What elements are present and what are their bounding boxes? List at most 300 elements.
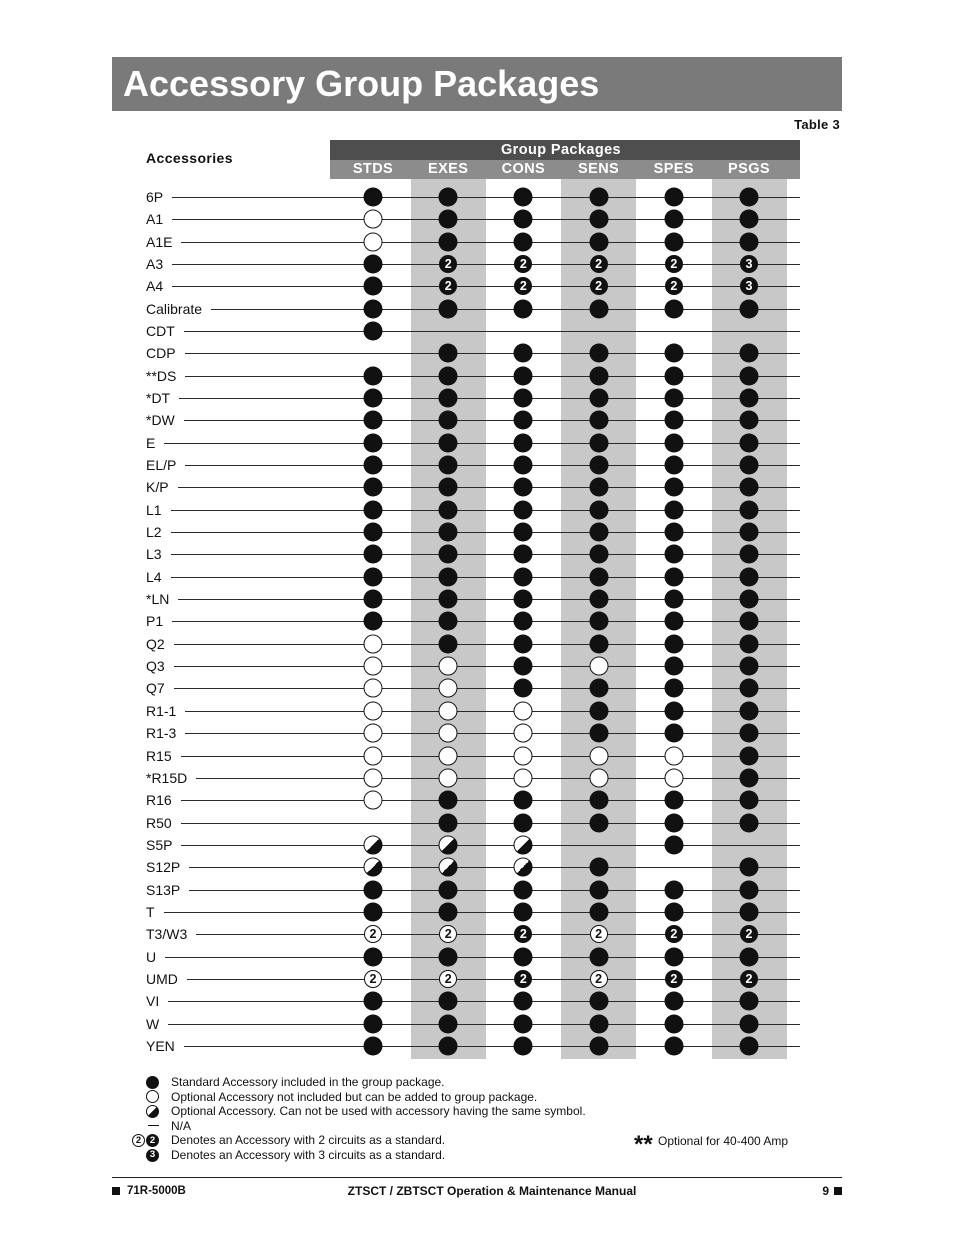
filled-circle-icon: [664, 634, 683, 653]
open-circle-icon: [364, 679, 383, 698]
filled-circle-icon: [364, 523, 383, 542]
filled-circle-icon: [514, 523, 533, 542]
accessory-label: T: [146, 903, 155, 920]
filled-circle-icon: [664, 232, 683, 251]
table-row: [146, 275, 800, 297]
accessory-label: Q2: [146, 635, 165, 652]
numbered-outline-circle-icon: 2: [590, 925, 608, 943]
accessory-label: T3/W3: [146, 926, 188, 943]
filled-circle-icon: [514, 456, 533, 475]
filled-circle-icon: [589, 813, 608, 832]
table-row: [146, 387, 800, 409]
filled-circle-icon: [740, 478, 759, 497]
filled-circle-icon: [364, 567, 383, 586]
leader-line: [211, 309, 800, 310]
group-header-bar: [330, 140, 800, 160]
leader-line: [172, 264, 800, 265]
filled-circle-icon: [439, 500, 458, 519]
filled-circle-icon: [664, 411, 683, 430]
filled-circle-icon: [589, 299, 608, 318]
filled-circle-icon: [740, 791, 759, 810]
open-circle-icon: [364, 768, 383, 787]
legend-text: Optional Accessory. Can not be used with accessory having the same symbol.: [171, 1104, 586, 1119]
filled-circle-icon: [589, 433, 608, 452]
filled-circle-icon: [439, 523, 458, 542]
legend-symbols: [128, 1076, 159, 1089]
filled-circle-icon: [439, 634, 458, 653]
table-row: [146, 476, 800, 498]
filled-circle-icon: [439, 902, 458, 921]
leader-line: [181, 756, 800, 757]
accessory-label: EL/P: [146, 457, 177, 474]
numbered-filled-circle-icon: 3: [146, 1149, 159, 1162]
leader-line: [174, 666, 800, 667]
column-header-psgs: PSGS: [728, 161, 770, 177]
leader-line: [172, 286, 800, 287]
numbered-filled-circle-icon: 3: [740, 255, 758, 273]
table-row: [146, 700, 800, 722]
numbered-outline-circle-icon: 2: [364, 970, 382, 988]
filled-circle-icon: [589, 344, 608, 363]
column-header-exes: EXES: [428, 161, 469, 177]
filled-circle-icon: [589, 232, 608, 251]
legend-item: [128, 1104, 586, 1118]
filled-circle-icon: [514, 545, 533, 564]
filled-circle-icon: [664, 724, 683, 743]
filled-circle-icon: [589, 210, 608, 229]
table-row: [146, 812, 800, 834]
leader-line: [185, 353, 800, 354]
table-row: [146, 253, 800, 275]
filled-circle-icon: [439, 299, 458, 318]
filled-circle-icon: [439, 389, 458, 408]
table-row: [146, 633, 800, 655]
doc-number: 71R-5000B: [127, 1185, 186, 1197]
filled-circle-icon: [589, 858, 608, 877]
column-header-spes: SPES: [653, 161, 694, 177]
filled-circle-icon: [740, 456, 759, 475]
filled-circle-icon: [664, 344, 683, 363]
half-filled-circle-icon: [514, 858, 533, 877]
half-filled-circle-icon: [364, 858, 383, 877]
filled-circle-icon: [514, 612, 533, 631]
table-row: [146, 901, 800, 923]
filled-circle-icon: [439, 947, 458, 966]
filled-circle-icon: [664, 657, 683, 676]
filled-circle-icon: [664, 1036, 683, 1055]
accessory-label: A1: [146, 211, 164, 228]
leader-line: [185, 465, 800, 466]
table-row: [146, 320, 800, 342]
leader-line: [171, 577, 800, 578]
filled-circle-icon: [439, 344, 458, 363]
accessory-label: E: [146, 434, 156, 451]
filled-circle-icon: [589, 679, 608, 698]
legend-symbols: [128, 1149, 159, 1162]
accessory-label: A3: [146, 256, 164, 273]
filled-circle-icon: [740, 902, 759, 921]
filled-circle-icon: [514, 634, 533, 653]
table-row: [146, 856, 800, 878]
filled-circle-icon: [514, 411, 533, 430]
filled-circle-icon: [589, 590, 608, 609]
leader-line: [164, 912, 800, 913]
filled-circle-icon: [589, 188, 608, 207]
filled-circle-icon: [364, 880, 383, 899]
leader-line: [181, 845, 800, 846]
group-header-label: Group Packages: [500, 142, 622, 158]
filled-circle-icon: [589, 701, 608, 720]
footer-rule: [112, 1177, 842, 1178]
filled-circle-icon: [364, 277, 383, 296]
open-circle-icon: [364, 232, 383, 251]
numbered-filled-circle-icon: 2: [665, 970, 683, 988]
filled-circle-icon: [740, 210, 759, 229]
accessory-label: CDT: [146, 323, 175, 340]
legend-text: Denotes an Accessory with 2 circuits as a standard.: [171, 1133, 446, 1148]
filled-circle-icon: [740, 813, 759, 832]
filled-circle-icon: [740, 657, 759, 676]
numbered-filled-circle-icon: 2: [514, 970, 532, 988]
open-circle-icon: [364, 657, 383, 676]
filled-circle-icon: [364, 1036, 383, 1055]
accessory-label: R1-1: [146, 702, 177, 719]
filled-circle-icon: [740, 701, 759, 720]
legend-symbols: [128, 1125, 159, 1126]
filled-circle-icon: [514, 947, 533, 966]
filled-circle-icon: [664, 902, 683, 921]
legend-symbols: [128, 1090, 159, 1103]
filled-circle-icon: [364, 1014, 383, 1033]
filled-circle-icon: [514, 366, 533, 385]
filled-circle-icon: [664, 433, 683, 452]
title-bar: [112, 57, 842, 111]
filled-circle-icon: [740, 746, 759, 765]
leader-line: [174, 688, 800, 689]
filled-circle-icon: [514, 902, 533, 921]
filled-circle-icon: [664, 701, 683, 720]
accessory-label: L4: [146, 568, 162, 585]
numbered-filled-circle-icon: 2: [665, 277, 683, 295]
accessory-label: L3: [146, 546, 162, 563]
filled-circle-icon: [589, 1036, 608, 1055]
filled-circle-icon: [364, 590, 383, 609]
column-header-stds: STDS: [352, 161, 394, 177]
numbered-filled-circle-icon: 2: [740, 925, 758, 943]
filled-circle-icon: [514, 500, 533, 519]
leader-line: [168, 1001, 800, 1002]
accessory-label: S5P: [146, 836, 173, 853]
leader-line: [196, 934, 800, 935]
table-row: [146, 521, 800, 543]
filled-circle-icon: [664, 500, 683, 519]
table-row: [146, 543, 800, 565]
filled-circle-icon: [439, 456, 458, 475]
leader-line: [184, 331, 800, 332]
open-circle-icon: [514, 701, 533, 720]
accessory-label: A4: [146, 278, 164, 295]
leader-line: [164, 443, 800, 444]
accessory-label: 6P: [146, 189, 164, 205]
leader-line: [184, 420, 800, 421]
open-circle-icon: [439, 724, 458, 743]
filled-circle-icon: [439, 791, 458, 810]
filled-circle-icon: [740, 344, 759, 363]
filled-circle-icon: [740, 188, 759, 207]
numbered-filled-circle-icon: 2: [146, 1134, 159, 1147]
filled-circle-icon: [439, 210, 458, 229]
filled-circle-icon: [664, 791, 683, 810]
filled-circle-icon: [439, 880, 458, 899]
leader-line: [185, 733, 800, 734]
leader-line: [181, 823, 800, 824]
open-circle-icon: [664, 746, 683, 765]
leader-line: [185, 711, 800, 712]
filled-circle-icon: [514, 657, 533, 676]
filled-circle-icon: [364, 389, 383, 408]
half-filled-circle-icon: [439, 835, 458, 854]
filled-circle-icon: [589, 456, 608, 475]
footer-square-icon: [112, 1187, 120, 1195]
filled-circle-icon: [364, 947, 383, 966]
filled-circle-icon: [439, 366, 458, 385]
numbered-filled-circle-icon: 2: [439, 255, 457, 273]
open-circle-icon: [364, 746, 383, 765]
numbered-filled-circle-icon: 2: [514, 277, 532, 295]
filled-circle-icon: [740, 1036, 759, 1055]
accessory-label: R16: [146, 792, 172, 809]
filled-circle-icon: [664, 545, 683, 564]
filled-circle-icon: [740, 523, 759, 542]
numbered-outline-circle-icon: 2: [439, 970, 457, 988]
filled-circle-icon: [740, 768, 759, 787]
filled-circle-icon: [514, 813, 533, 832]
leader-line: [179, 398, 800, 399]
table-row: [146, 767, 800, 789]
accessory-label: VI: [146, 993, 160, 1010]
filled-circle-icon: [439, 478, 458, 497]
filled-circle-icon: [740, 433, 759, 452]
filled-circle-icon: [740, 612, 759, 631]
table-row: [146, 365, 800, 387]
accessory-label: YEN: [146, 1037, 175, 1054]
filled-circle-icon: [364, 299, 383, 318]
filled-circle-icon: [514, 188, 533, 207]
leader-line: [187, 979, 800, 980]
open-circle-icon: [146, 1090, 159, 1103]
table-row: [146, 834, 800, 856]
filled-circle-icon: [439, 188, 458, 207]
filled-circle-icon: [664, 679, 683, 698]
filled-circle-icon: [364, 478, 383, 497]
manual-title: ZTSCT / ZBTSCT Operation & Maintenance Manual: [347, 1184, 637, 1198]
numbered-filled-circle-icon: 2: [514, 255, 532, 273]
legend-text: Optional Accessory not included but can be added to group package.: [171, 1089, 538, 1104]
filled-circle-icon: [589, 478, 608, 497]
filled-circle-icon: [740, 724, 759, 743]
accessories-column-header: Accessories: [146, 150, 233, 166]
filled-circle-icon: [439, 612, 458, 631]
filled-circle-icon: [589, 902, 608, 921]
filled-circle-icon: [364, 500, 383, 519]
filled-circle-icon: [740, 567, 759, 586]
filled-circle-icon: [664, 992, 683, 1011]
filled-circle-icon: [589, 612, 608, 631]
open-circle-icon: [364, 634, 383, 653]
filled-circle-icon: [664, 880, 683, 899]
filled-circle-icon: [740, 679, 759, 698]
legend-text: Denotes an Accessory with 3 circuits as a standard.: [171, 1148, 446, 1162]
table-row: [146, 789, 800, 811]
filled-circle-icon: [664, 210, 683, 229]
filled-circle-icon: [514, 210, 533, 229]
filled-circle-icon: [664, 1014, 683, 1033]
table-row: [146, 298, 800, 320]
filled-circle-icon: [514, 232, 533, 251]
filled-circle-icon: [514, 344, 533, 363]
filled-circle-icon: [589, 567, 608, 586]
filled-circle-icon: [664, 478, 683, 497]
leader-line: [165, 957, 800, 958]
filled-circle-icon: [364, 366, 383, 385]
table-row: [146, 745, 800, 767]
accessory-label: K/P: [146, 479, 169, 496]
accessory-label: S12P: [146, 859, 181, 876]
filled-circle-icon: [740, 500, 759, 519]
half-filled-circle-icon: [514, 835, 533, 854]
open-circle-icon: [439, 701, 458, 720]
filled-circle-icon: [664, 612, 683, 631]
accessory-label: L1: [146, 501, 162, 518]
leader-line: [172, 621, 800, 622]
filled-circle-icon: [364, 456, 383, 475]
numbered-filled-circle-icon: 2: [665, 925, 683, 943]
leader-line: [181, 242, 800, 243]
open-circle-icon: [439, 746, 458, 765]
accessory-label: S13P: [146, 881, 181, 898]
table-row: [146, 342, 800, 364]
leader-line: [189, 890, 800, 891]
filled-circle-icon: [514, 433, 533, 452]
leader-line: [178, 599, 800, 600]
filled-circle-icon: [589, 992, 608, 1011]
filled-circle-icon: [589, 880, 608, 899]
numbered-outline-circle-icon: 2: [364, 925, 382, 943]
filled-circle-icon: [514, 590, 533, 609]
numbered-filled-circle-icon: 2: [439, 277, 457, 295]
filled-circle-icon: [439, 590, 458, 609]
filled-circle-icon: [589, 545, 608, 564]
open-circle-icon: [514, 768, 533, 787]
accessory-label: Calibrate: [146, 300, 203, 317]
table-row: [146, 1035, 800, 1057]
filled-circle-icon: [740, 992, 759, 1011]
filled-circle-icon: [364, 255, 383, 274]
filled-circle-icon: [589, 947, 608, 966]
table-label: Table 3: [794, 117, 840, 132]
legend-item: [128, 1075, 445, 1089]
page-number: 9: [822, 1184, 829, 1198]
leader-line: [178, 487, 800, 488]
accessory-label: Q7: [146, 680, 165, 697]
legend-text: Standard Accessory included in the group package.: [171, 1075, 445, 1089]
filled-circle-icon: [740, 590, 759, 609]
filled-circle-icon: [439, 992, 458, 1011]
leader-line: [189, 867, 800, 868]
filled-circle-icon: [740, 366, 759, 385]
numbered-filled-circle-icon: 2: [665, 255, 683, 273]
accessory-label: R15: [146, 747, 172, 764]
filled-circle-icon: [664, 456, 683, 475]
numbered-outline-circle-icon: 2: [439, 925, 457, 943]
leader-line: [181, 800, 800, 801]
numbered-filled-circle-icon: 3: [740, 277, 758, 295]
filled-circle-icon: [364, 612, 383, 631]
footer-square-icon: [834, 1187, 842, 1195]
accessory-label: **DS: [146, 367, 177, 384]
filled-circle-icon: [364, 411, 383, 430]
accessory-label: UMD: [146, 970, 178, 987]
leader-line: [171, 510, 800, 511]
filled-circle-icon: [589, 523, 608, 542]
legend-item: [128, 1090, 537, 1104]
table-row: [146, 923, 800, 945]
filled-circle-icon: [740, 299, 759, 318]
numbered-filled-circle-icon: 2: [590, 277, 608, 295]
table-row: [146, 499, 800, 521]
filled-circle-icon: [664, 567, 683, 586]
filled-circle-icon: [439, 545, 458, 564]
filled-circle-icon: [439, 1014, 458, 1033]
accessory-label: R50: [146, 814, 172, 831]
filled-circle-icon: [589, 791, 608, 810]
open-circle-icon: [364, 701, 383, 720]
table-row: [146, 409, 800, 431]
filled-circle-icon: [589, 634, 608, 653]
legend-item: [128, 1148, 445, 1162]
filled-circle-icon: [439, 232, 458, 251]
accessory-label: Q3: [146, 658, 165, 675]
filled-circle-icon: [664, 835, 683, 854]
column-header-sens: SENS: [578, 161, 620, 177]
accessory-label: *LN: [146, 591, 170, 608]
filled-circle-icon: [364, 188, 383, 207]
filled-circle-icon: [514, 880, 533, 899]
filled-circle-icon: [740, 411, 759, 430]
open-circle-icon: [589, 768, 608, 787]
legend-text: N/A: [171, 1118, 192, 1133]
filled-circle-icon: [364, 992, 383, 1011]
accessory-label: R1-3: [146, 725, 177, 742]
filled-circle-icon: [664, 366, 683, 385]
filled-circle-icon: [664, 188, 683, 207]
open-circle-icon: [364, 724, 383, 743]
table-row: [146, 990, 800, 1012]
open-circle-icon: [514, 724, 533, 743]
filled-circle-icon: [664, 299, 683, 318]
filled-circle-icon: [439, 433, 458, 452]
open-circle-icon: [664, 768, 683, 787]
table-row: [146, 610, 800, 632]
accessory-label: *DW: [146, 412, 175, 429]
filled-circle-icon: [514, 791, 533, 810]
open-circle-icon: [364, 210, 383, 229]
accessory-label: A1E: [146, 233, 173, 250]
column-header-bar: [330, 160, 800, 179]
filled-circle-icon: [664, 813, 683, 832]
table-row: [146, 655, 800, 677]
open-circle-icon: [589, 657, 608, 676]
